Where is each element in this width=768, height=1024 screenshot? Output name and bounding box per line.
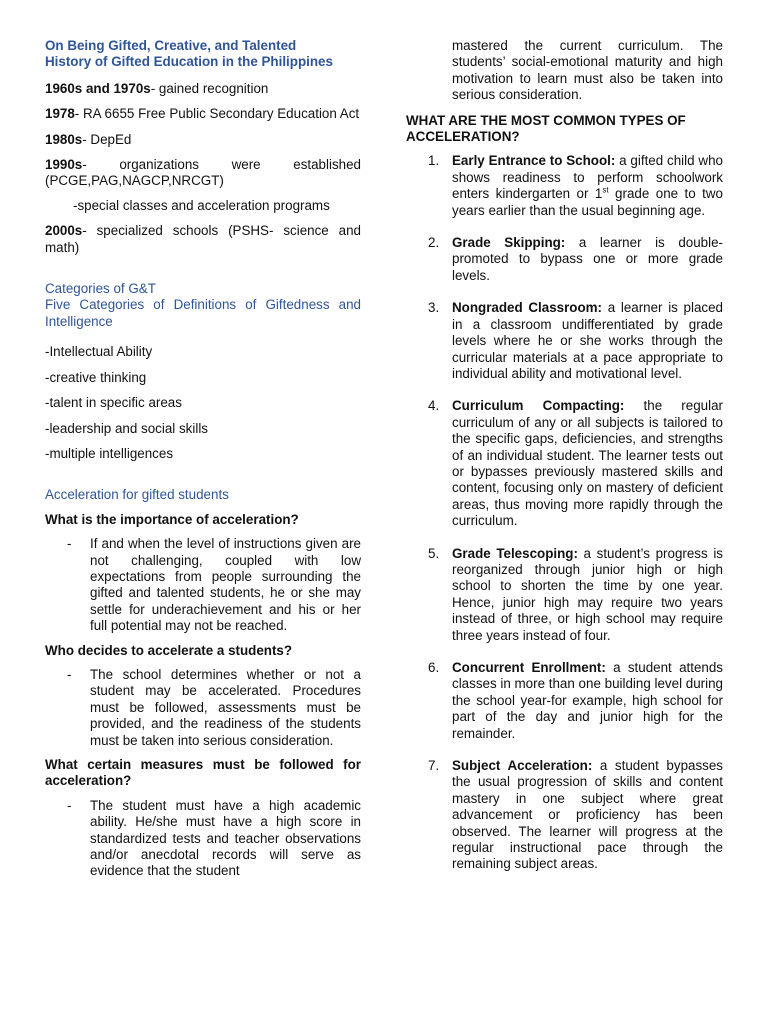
item-text: a gifted child who shows readiness to perform schoolwork enters kindergarten or 1 [452,153,723,202]
timeline-text: - gained recognition [150,80,269,96]
left-column [45,38,361,880]
timeline-year: 1980s [45,131,83,147]
item-number: 6. [428,660,440,675]
category-item: -creative thinking [45,369,147,385]
question-importance: What is the importance of acceleration? [45,511,299,527]
categories-heading: Categories of G&T [45,281,156,297]
document-title: On Being Gifted, Creative, and Talented [45,38,297,53]
timeline-item [45,106,361,122]
continued-text: mastered the current curriculum. The students’ social-emotional maturity and high motivation to learn must also be taken into serious consideration. [452,38,723,103]
timeline-item [45,223,361,256]
bullet-dash: - [67,536,72,552]
category-item: -multiple intelligences [45,445,174,461]
bullet-dash: - [67,666,72,682]
item-term: Curriculum Compacting: [452,398,625,414]
acceleration-type-item [406,758,723,873]
acceleration-heading: Acceleration for gifted students [45,487,229,503]
timeline-item [45,132,361,148]
item-text: a student bypasses the usual progression of skills and content mastery in one subject where great advancement or proficiency has been observed. The learner will progress at the regular instructional pace through the remaining subject areas. [452,758,723,872]
timeline-year: 1978 [45,106,75,122]
item-text: a student’s progress is reorganized through junior high or high school to shorten the time by one year. Hence, junior high may require two years instead of three, or high school may require three years instead of four. [452,545,723,643]
timeline-text: - specialized schools (PSHS- science and math) [45,223,361,255]
category-item: -Intellectual Ability [45,344,153,360]
answer-text: If and when the level of instructions given are not challenging, coupled with low expectations from people surrounding the gifted and talented students, he or she may settle for underachievement and his or her full potential may not be reached. [90,536,361,634]
timeline-year: 2000s [45,223,83,239]
timeline-year: 1960s and 1970s [45,80,151,96]
item-number: 7. [428,758,440,774]
acceleration-type-item [406,546,723,644]
timeline-item [45,81,361,97]
item-number: 3. [428,300,440,316]
acceleration-type-item [406,660,723,742]
item-superscript: st [602,185,609,195]
acceleration-type-item [406,300,723,382]
answer-measures [45,798,361,880]
item-text: a student attends classes in more than one building level during the school year-for example, high school for part of the day and junior high for the remainder. [452,660,723,741]
item-term: Concurrent Enrollment: [452,660,606,675]
item-number: 4. [428,398,440,414]
timeline-year: 1990s [45,157,83,173]
item-text: the regular curriculum of any or all subjects is tailored to the specific gaps, deficiencies, and strengths of an individual student. The learner tests out or bypasses previously mastered skills and content, focusing only on mastery of deficient areas, thus moving more rapidly through the curriculum. [452,398,723,529]
timeline-text: - RA 6655 Free Public Secondary Education Act [74,106,360,122]
answer-text: The school determines whether or not a student may be accelerated. Procedures must be followed, assessments must be provided, and the readiness of the students must be taken into serious consideration. [90,666,361,748]
item-text-continued: grade one to two years earlier than the usual beginning age. [452,186,724,218]
special-classes-note: -special classes and acceleration programs [73,197,330,213]
timeline-text: - organizations were established (PCGE,PAG,NAGCP,NRCGT) [45,157,361,189]
category-item: -leadership and social skills [45,420,208,436]
item-term: Grade Skipping: [452,235,566,251]
item-number: 5. [428,545,440,561]
bullet-dash: - [67,797,72,813]
answer-text: The student must have a high academic ability. He/she must have a high score in standardized tests and teacher observations and/or anecdotal records will serve as evidence that the student [90,797,361,879]
types-heading: WHAT ARE THE MOST COMMON TYPES OF ACCELERATION? [406,112,686,145]
timeline-item [45,157,361,190]
acceleration-type-item [406,235,723,284]
acceleration-type-item [406,153,723,219]
item-term: Grade Telescoping: [452,545,578,561]
item-text: a learner is double-promoted to bypass one or more grade levels. [452,235,723,283]
answer-who-decides [45,667,361,749]
item-number: 1. [428,153,440,169]
question-measures: What certain measures must be followed for acceleration? [45,757,361,789]
category-item: -talent in specific areas [45,395,182,411]
timeline-text: - DepEd [82,131,132,147]
item-text: a learner is placed in a classroom undifferentiated by grade levels where he or she works through the curricular materials at a pace appropriate to individual ability and motivational level. [452,300,724,381]
right-column [406,38,723,873]
item-term: Subject Acceleration: [452,758,593,774]
item-term: Early Entrance to School: [452,153,616,169]
item-term: Nongraded Classroom: [452,300,603,316]
item-number: 2. [428,235,440,251]
question-who-decides: Who decides to accelerate a students? [45,642,293,658]
categories-subheading: Five Categories of Definitions of Giftedness and Intelligence [45,297,361,329]
history-heading: History of Gifted Education in the Philippines [45,54,333,70]
acceleration-type-item [406,398,723,529]
answer-importance [45,536,361,634]
